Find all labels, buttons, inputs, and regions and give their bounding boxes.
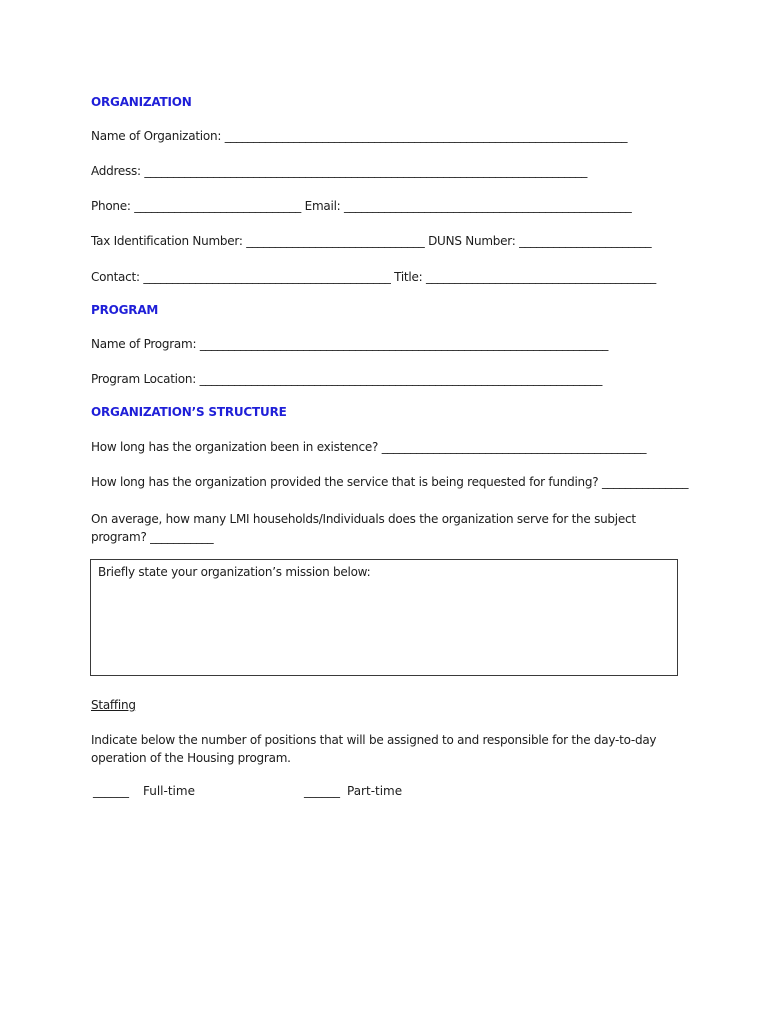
title-field[interactable]: ________________________________________ — [425, 270, 656, 284]
program-location-field[interactable]: ______________________________________________________________________ — [199, 372, 603, 386]
phone-email-row — [91, 199, 679, 213]
service-question: How long has the organization provided the service that is being requested for funding? — [91, 475, 599, 489]
org-name-label: Name of Organization: — [91, 129, 222, 143]
tin-duns-row — [91, 234, 679, 248]
contact-title-row — [91, 270, 679, 284]
program-location-row — [91, 372, 679, 386]
lmi-question: On average, how many LMI households/Individuals does the organization serve for the subject program? — [91, 512, 636, 544]
email-field[interactable]: __________________________________________________ — [344, 199, 632, 213]
service-row — [91, 475, 689, 489]
phone-field[interactable]: _____________________________ — [134, 199, 302, 213]
address-field[interactable]: _____________________________________________________________________________ — [144, 164, 588, 178]
parttime-label: Part-time — [347, 784, 403, 798]
mission-box — [90, 559, 678, 676]
tin-field[interactable]: _______________________________ — [246, 234, 425, 248]
org-name-row — [91, 129, 679, 143]
program-name-row — [91, 337, 679, 351]
title-label: Title: — [394, 270, 423, 284]
section-heading-structure: ORGANIZATION’S STRUCTURE — [91, 405, 287, 419]
program-location-label: Program Location: — [91, 372, 196, 386]
org-name-field[interactable]: ______________________________________________________________________ — [224, 129, 628, 143]
tin-label: Tax Identification Number: — [91, 234, 243, 248]
fulltime-label: Full-time — [143, 784, 195, 798]
address-row — [91, 164, 679, 178]
contact-field[interactable]: ___________________________________________ — [143, 270, 391, 284]
mission-label: Briefly state your organization’s mission below: — [98, 565, 371, 579]
existence-question: How long has the organization been in existence? — [91, 440, 379, 454]
service-field[interactable]: _______________ — [601, 475, 689, 489]
phone-label: Phone: — [91, 199, 131, 213]
lmi-row — [91, 510, 651, 546]
staffing-instructions: Indicate below the number of positions that will be assigned to and responsible for the day-to-day operation of the Housing program. — [91, 733, 657, 765]
program-name-field[interactable]: _______________________________________________________________________ — [199, 337, 609, 351]
duns-field[interactable]: _______________________ — [519, 234, 652, 248]
lmi-field[interactable]: ___________ — [150, 530, 214, 544]
contact-label: Contact: — [91, 270, 140, 284]
duns-label: DUNS Number: — [428, 234, 516, 248]
email-label: Email: — [304, 199, 341, 213]
address-label: Address: — [91, 164, 141, 178]
parttime-field[interactable]: ______ — [304, 784, 340, 798]
fulltime-field[interactable]: ______ — [93, 784, 129, 798]
existence-field[interactable]: ______________________________________________ — [381, 440, 647, 454]
program-name-label: Name of Program: — [91, 337, 197, 351]
staffing-heading: Staffing — [91, 698, 136, 712]
section-heading-organization: ORGANIZATION — [91, 95, 192, 109]
section-heading-program: PROGRAM — [91, 303, 159, 317]
mission-textarea[interactable] — [95, 584, 677, 674]
existence-row — [91, 440, 679, 454]
